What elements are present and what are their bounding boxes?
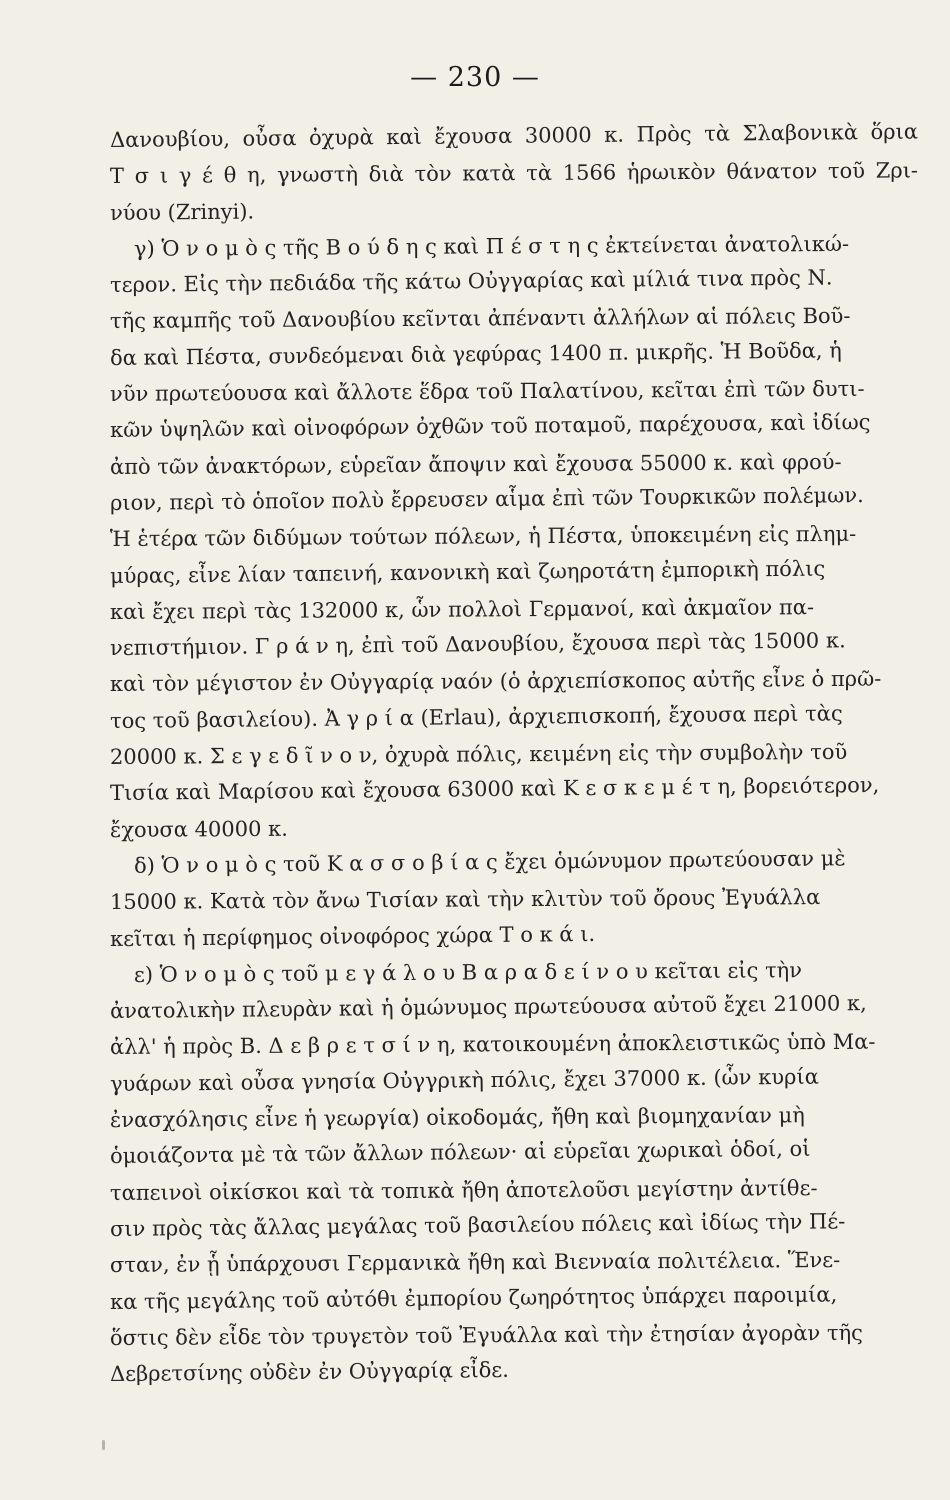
text-line: τῆς καμπῆς τοῦ Δανουβίου κεῖνται ἀπέναντι ἀλλήλων αἱ πόλεις Βοῦ- — [109, 304, 851, 334]
page-number: — 230 — — [410, 62, 540, 93]
text-line: γυάρων καὶ οὖσα γνησία Οὐγγρικὴ πόλις, ἔχει 37000 κ. (ὧν κυρία — [109, 1064, 819, 1096]
text-line: κεῖται ἡ περίφημος οἰνοφόρος χώρα Τ ο κ ά ι. — [109, 921, 596, 951]
text-line: ὅστις δὲν εἶδε τὸν τρυγετὸν τοῦ Ἐγυάλλα καὶ τὴν ἐτησίαν ἀγορὰν τῆς — [109, 1320, 863, 1350]
text-line: Τισία καὶ Μαρίσου καὶ ἔχουσα 63000 καὶ Κ ε σ κ ε μ έ τ η, βορειότερον, — [109, 773, 880, 806]
text-line: 20000 κ. Σ ε γ ε δ ῖ ν ο ν, ὀχυρὰ πόλις, κειμένη εἰς τὴν συμβολὴν τοῦ — [109, 739, 848, 770]
text-line: τος τοῦ βασιλείου). Ἀ γ ρ ί α (Erlau), ἀρχιεπισκοπή, ἔχουσα περὶ τὰς — [109, 701, 843, 733]
text-line: δ) Ὁ ν ο μ ὸ ς τοῦ Κ α σ σ ο β ί α ς ἔχει ὁμώνυμον πρωτεύουσαν μὲ — [133, 846, 846, 878]
text-line: σιν πρὸς τὰς ἄλλας μεγάλας τοῦ βασιλείου πόλεις καὶ ἰδίως τὴν Πέ- — [109, 1209, 846, 1241]
text-line: Δανουβίου, οὖσα ὀχυρὰ καὶ ἔχουσα 30000 κ. Πρὸς τὰ Σλαβονικὰ ὅρια — [109, 119, 919, 152]
body-text — [109, 119, 919, 1392]
text-line: ἀλλ' ἡ πρὸς Β. Δ ε β ρ ε τ σ ί ν η, κατοικουμένη ἀποκλειστικῶς ὑπὸ Μα- — [109, 1030, 876, 1060]
text-line: νεπιστήμιον. Γ ρ ά ν η, ἐπὶ τοῦ Δανουβίου, ἔχουσα περὶ τὰς 15000 κ. — [109, 628, 846, 661]
text-line: νύου (Zrinyi). — [109, 199, 255, 225]
text-line: νῦν πρωτεύουσα καὶ ἄλλοτε ἕδρα τοῦ Παλατίνου, κεῖται ἐπὶ τῶν δυτι- — [109, 376, 865, 407]
text-line: Ἡ ἑτέρα τῶν διδύμων τούτων πόλεων, ἡ Πέστα, ὑποκειμένη εἰς πλημ- — [109, 522, 857, 552]
text-line: κα τῆς μεγάλης τοῦ αὐτόθι ἐμπορίου ζωηρότητος ὑπάρχει παροιμία, — [109, 1281, 838, 1314]
text-line: ἀνατολικὴν πλευρὰν καὶ ἡ ὁμώνυμος πρωτεύουσα αὐτοῦ ἔχει 21000 κ, — [109, 991, 867, 1024]
text-line: ἔχουσα 40000 κ. — [109, 816, 288, 842]
text-line: Τ σ ι γ έ θ η, γνωστὴ διὰ τὸν κατὰ τὰ 1566 ἡρωικὸν θάνατον τοῦ Ζρι- — [109, 158, 919, 189]
text-line: μύρας, εἶνε λίαν ταπεινή, κανονικὴ καὶ ζωηροτάτη ἐμπορικὴ πόλις — [109, 556, 826, 588]
text-line: καὶ τὸν μέγιστον ἐν Οὐγγαρίᾳ ναόν (ὁ ἀρχιεπίσκοπος αὐτῆς εἶνε ὁ πρῶ- — [109, 667, 882, 697]
text-line: σταν, ἐν ᾗ ὑπάρχουσι Γερμανικὰ ἤθη καὶ Βιενναία πολιτέλεια. Ἕνε- — [109, 1248, 841, 1278]
text-line: γ) Ὁ ν ο μ ὸ ς τῆς Β ο ύ δ η ς καὶ Π έ σ τ η ς ἐκτείνεται ἀνατολικώ- — [133, 231, 850, 261]
text-line: ὁμοιάζοντα μὲ τὰ τῶν ἄλλων πόλεων· αἱ εὑρεῖαι χωρικαὶ ὁδοί, οἱ — [109, 1136, 811, 1169]
text-line: ριον, περὶ τὸ ὁποῖον πολὺ ἔρρευσεν αἷμα ἐπὶ τῶν Τουρκικῶν πολέμων. — [109, 483, 864, 515]
ink-smudge — [102, 1440, 105, 1450]
text-line: ε) Ὁ ν ο μ ὸ ς τοῦ μ ε γ ά λ ο υ Β α ρ α δ ε ί ν ο υ κεῖται εἰς τὴν — [133, 957, 803, 987]
text-line: ἐνασχόλησις εἶνε ἡ γεωργία) οἰκοδομάς, ἤθη καὶ βιομηχανίαν μὴ — [109, 1103, 805, 1133]
text-line: Δεβρετσίνης οὐδὲν ἐν Οὐγγαρίᾳ εἶδε. — [109, 1357, 509, 1387]
text-line: τερον. Εἰς τὴν πεδιάδα τῆς κάτω Οὐγγαρίας καὶ μίλιά τινα πρὸς Ν. — [109, 265, 833, 298]
text-line: 15000 κ. Κατὰ τὸν ἄνω Τισίαν καὶ τὴν κλιτὺν τοῦ ὄρους Ἐγυάλλα — [109, 885, 821, 915]
text-line: καὶ ἔχει περὶ τὰς 132000 κ, ὧν πολλοὶ Γερμανοί, καὶ ἀκμαῖον πα- — [109, 594, 815, 624]
text-line: ἀπὸ τῶν ἀνακτόρων, εὑρεῖαν ἄποψιν καὶ ἔχουσα 55000 κ. καὶ φρού- — [109, 449, 842, 479]
text-line: κῶν ὑψηλῶν καὶ οἰνοφόρων ὀχθῶν τοῦ ποταμοῦ, παρέχουσα, καὶ ἰδίως — [109, 410, 871, 443]
text-line: δα καὶ Πέστα, συνδεόμεναι διὰ γεφύρας 1400 π. μικρῆς. Ἡ Βοῦδα, ἡ — [109, 338, 842, 370]
text-line: ταπεινοὶ οἰκίσκοι καὶ τὰ τοπικὰ ἤθη ἀποτελοῦσι μεγίστην ἀντίθε- — [109, 1175, 818, 1205]
